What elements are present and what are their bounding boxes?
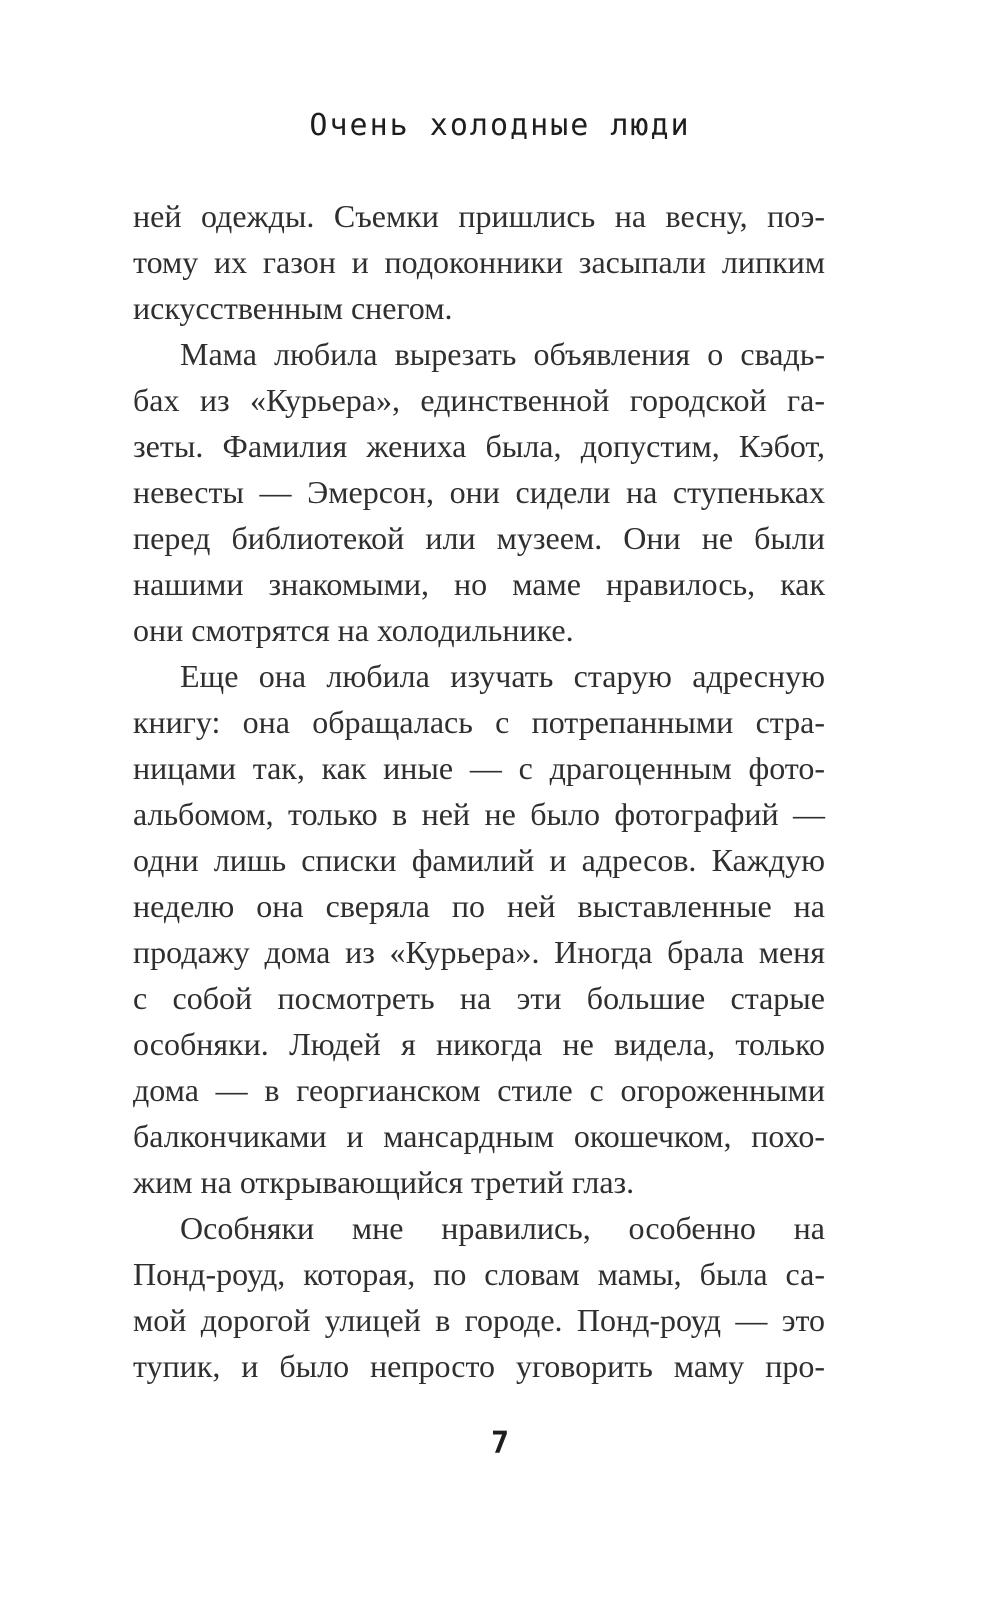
- text-line: Еще она любила изучать старую адресную: [180, 658, 825, 694]
- text-line: альбомом, только в ней не было фотографий —: [133, 796, 825, 832]
- text-line: Особняки мне нравились, особенно на: [180, 1210, 825, 1246]
- text-line: с собой посмотреть на эти большие старые: [133, 980, 825, 1016]
- text-line: невесты — Эмерсон, они сидели на ступеньках: [133, 474, 825, 510]
- page-number: 7: [490, 1426, 510, 1461]
- running-head: Очень холодные люди: [309, 108, 691, 143]
- text-line: мой дорогой улицей в городе. Понд-роуд — это: [133, 1302, 825, 1338]
- text-line: Понд-роуд, которая, по словам мамы, была са-: [133, 1256, 825, 1292]
- text-line: балкончиками и мансардным окошечком, похо-: [133, 1118, 825, 1154]
- text-line: неделю она сверяла по ней выставленные на: [133, 888, 825, 924]
- text-line: они смотрятся на холодильнике.: [133, 612, 574, 648]
- text-line: продажу дома из «Курьера». Иногда брала меня: [133, 934, 825, 970]
- text-line: ней одежды. Съемки пришлись на весну, поэ-: [133, 198, 825, 234]
- text-line: особняки. Людей я никогда не видела, только: [133, 1026, 825, 1062]
- text-line: искусственным снегом.: [133, 290, 453, 326]
- text-line: тому их газон и подоконники засыпали липким: [133, 244, 825, 280]
- text-line: Мама любила вырезать объявления о свадь-: [180, 336, 825, 372]
- text-line: книгу: она обращалась с потрепанными стра-: [133, 704, 825, 740]
- text-line: тупик, и было непросто уговорить маму про-: [133, 1348, 825, 1384]
- text-line: одни лишь списки фамилий и адресов. Каждую: [133, 842, 825, 878]
- text-line: жим на открывающийся третий глаз.: [133, 1164, 635, 1200]
- text-line: нашими знакомыми, но маме нравилось, как: [133, 566, 825, 602]
- text-line: ницами так, как иные — с драгоценным фото-: [133, 750, 825, 786]
- text-line: дома — в георгианском стиле с огороженными: [133, 1072, 825, 1108]
- text-line: перед библиотекой или музеем. Они не были: [133, 520, 825, 556]
- text-line: бах из «Курьера», единственной городской га-: [133, 382, 825, 418]
- text-line: зеты. Фамилия жениха была, допустим, Кэбот,: [133, 428, 825, 464]
- body-text: [133, 193, 825, 1389]
